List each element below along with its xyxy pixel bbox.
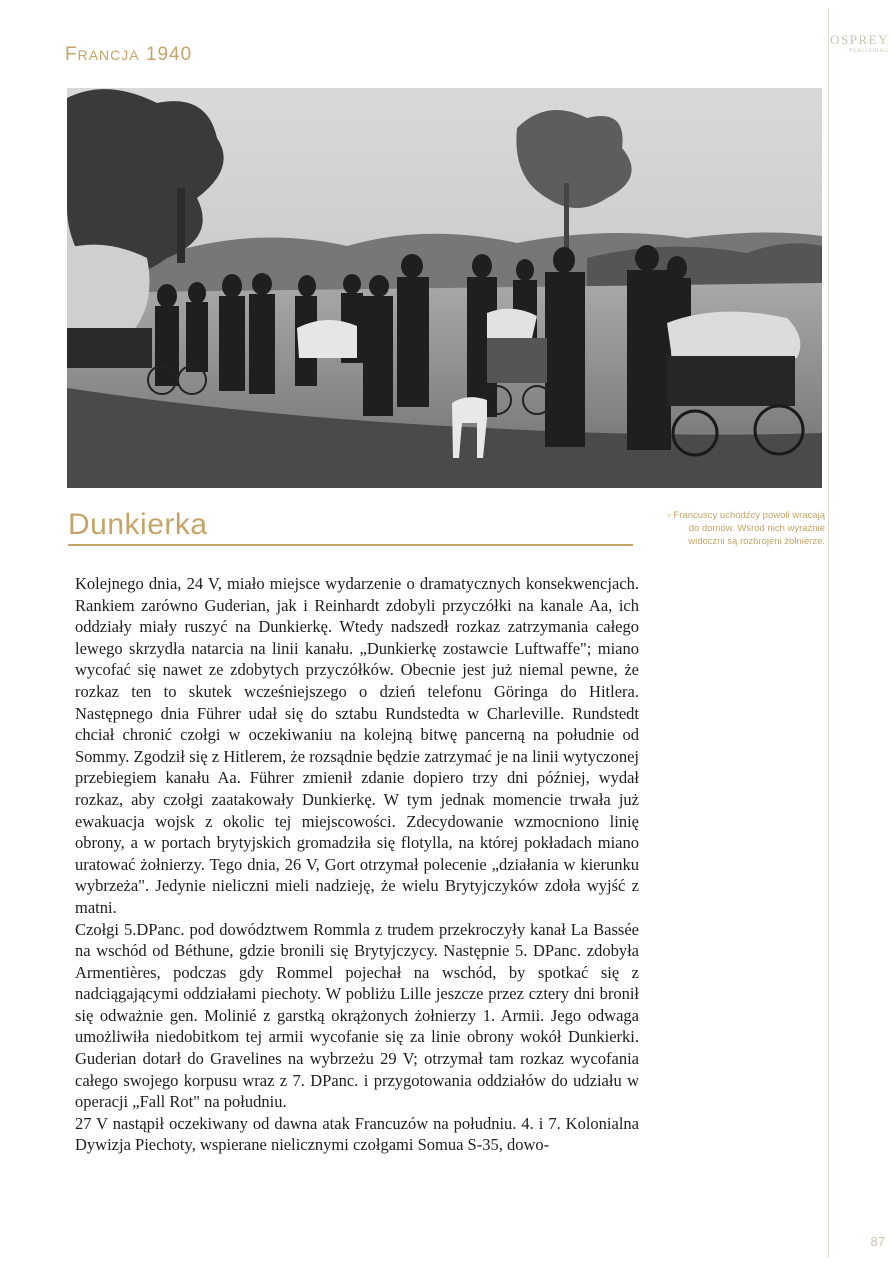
caption-bullet-icon: ▫ bbox=[667, 510, 671, 521]
section-year: 1940 bbox=[145, 44, 193, 65]
margin-rule bbox=[828, 8, 829, 1258]
refugees-photo bbox=[67, 88, 822, 488]
section-name: RANCJA bbox=[77, 47, 140, 63]
title-rule bbox=[68, 544, 633, 546]
page-number: 87 bbox=[870, 1234, 885, 1249]
section-initial: F bbox=[65, 44, 78, 65]
paragraph: 27 V nastąpił oczekiwany od dawna atak Francuzów na południu. 4. i 7. Kolonialna Dywizja Piechoty, wspierane nielicznymi czołgami Somua S-35, dowo- bbox=[75, 1113, 639, 1155]
publisher-logo bbox=[830, 32, 889, 54]
running-header bbox=[65, 44, 192, 66]
publisher-name: OSPREY bbox=[830, 32, 889, 47]
caption-text: Francuscy uchodźcy powoli wracają do domów. Wśród nich wyraźnie widoczni są rozbrojeni żołnierze. bbox=[673, 510, 825, 547]
photo-caption bbox=[655, 509, 825, 548]
paragraph: Kolejnego dnia, 24 V, miało miejsce wydarzenie o dramatycznych konsekwencjach. Rankiem zarówno Guderian, jak i Reinhardt zdobyli przyczółki na kanale Aa, ich oddziały miały ruszyć na Dunkierkę. Wtedy nadszedł rozkaz zatrzymania całego lewego skrzydła natarcia na linii kanału. „Dunkierkę zostawcie Luftwaffe"; miano wycofać się nawet ze zdobytych przyczółków. Obecnie jest już niemal pewne, że rozkaz ten to skutek wcześniejszego o dzień telefonu Göringa do Hitlera. Następnego dnia Führer udał się do sztabu Rundstedta w Charleville. Rundstedt chciał chronić czołgi w oczekiwaniu na kolejną bitwę pancerną na południe od Sommy. Zgodził się z Hitlerem, że rozsądnie będzie zatrzymać je na linii wytyczonej przebiegiem kanału Aa. Führer zmienił zdanie dopiero trzy dni później, wydał rozkaz, aby czołgi zaatakowały Dunkierkę. W tym jednak momencie trwała już ewakuacja wojsk z okolic tej miejscowości. Zdecydowanie wzmocniono linię obrony, a w portach brytyjskich gromadziła się flotylla, na której pokładach miano uratować żołnierzy. Tego dnia, 26 V, Gort otrzymał polecenie „działania w kierunku wybrzeża". Jedynie nieliczni mieli nadzieję, że wielu Brytyjczyków zdoła wyjść z matni. bbox=[75, 574, 639, 917]
paragraph: Czołgi 5.DPanc. pod dowództwem Rommla z trudem przekroczyły kanał La Bassée na wschód od Béthune, gdzie bronili się Brytyjczycy. Następnie 5. DPanc. zdobyła Armentières, podczas gdy Rommel pojechał na wschód, by spotkać się z nadciągającymi oddziałami piechoty. W pobliżu Lille jeszcze przez cztery dni bronił się odważnie gen. Molinié z garstką okrążonych żołnierzy 1. Armii. Jego odwaga umożliwiła niedobitkom tej armii wycofanie się za linie obrony wokół Dunkierki. Guderian dotarł do Gravelines na wybrzeżu 29 V; otrzymał tam rozkaz wycofania całego swojego korpusu wraz z 7. DPanc. i przygotowania oddziałów do udziału w operacji „Fall Rot" na południu. bbox=[75, 919, 639, 1112]
body-text bbox=[75, 573, 639, 1156]
chapter-title: Dunkierka bbox=[68, 508, 208, 541]
photo-refugees-icon bbox=[67, 88, 822, 488]
publisher-sub: PUBLISHING bbox=[849, 49, 889, 54]
